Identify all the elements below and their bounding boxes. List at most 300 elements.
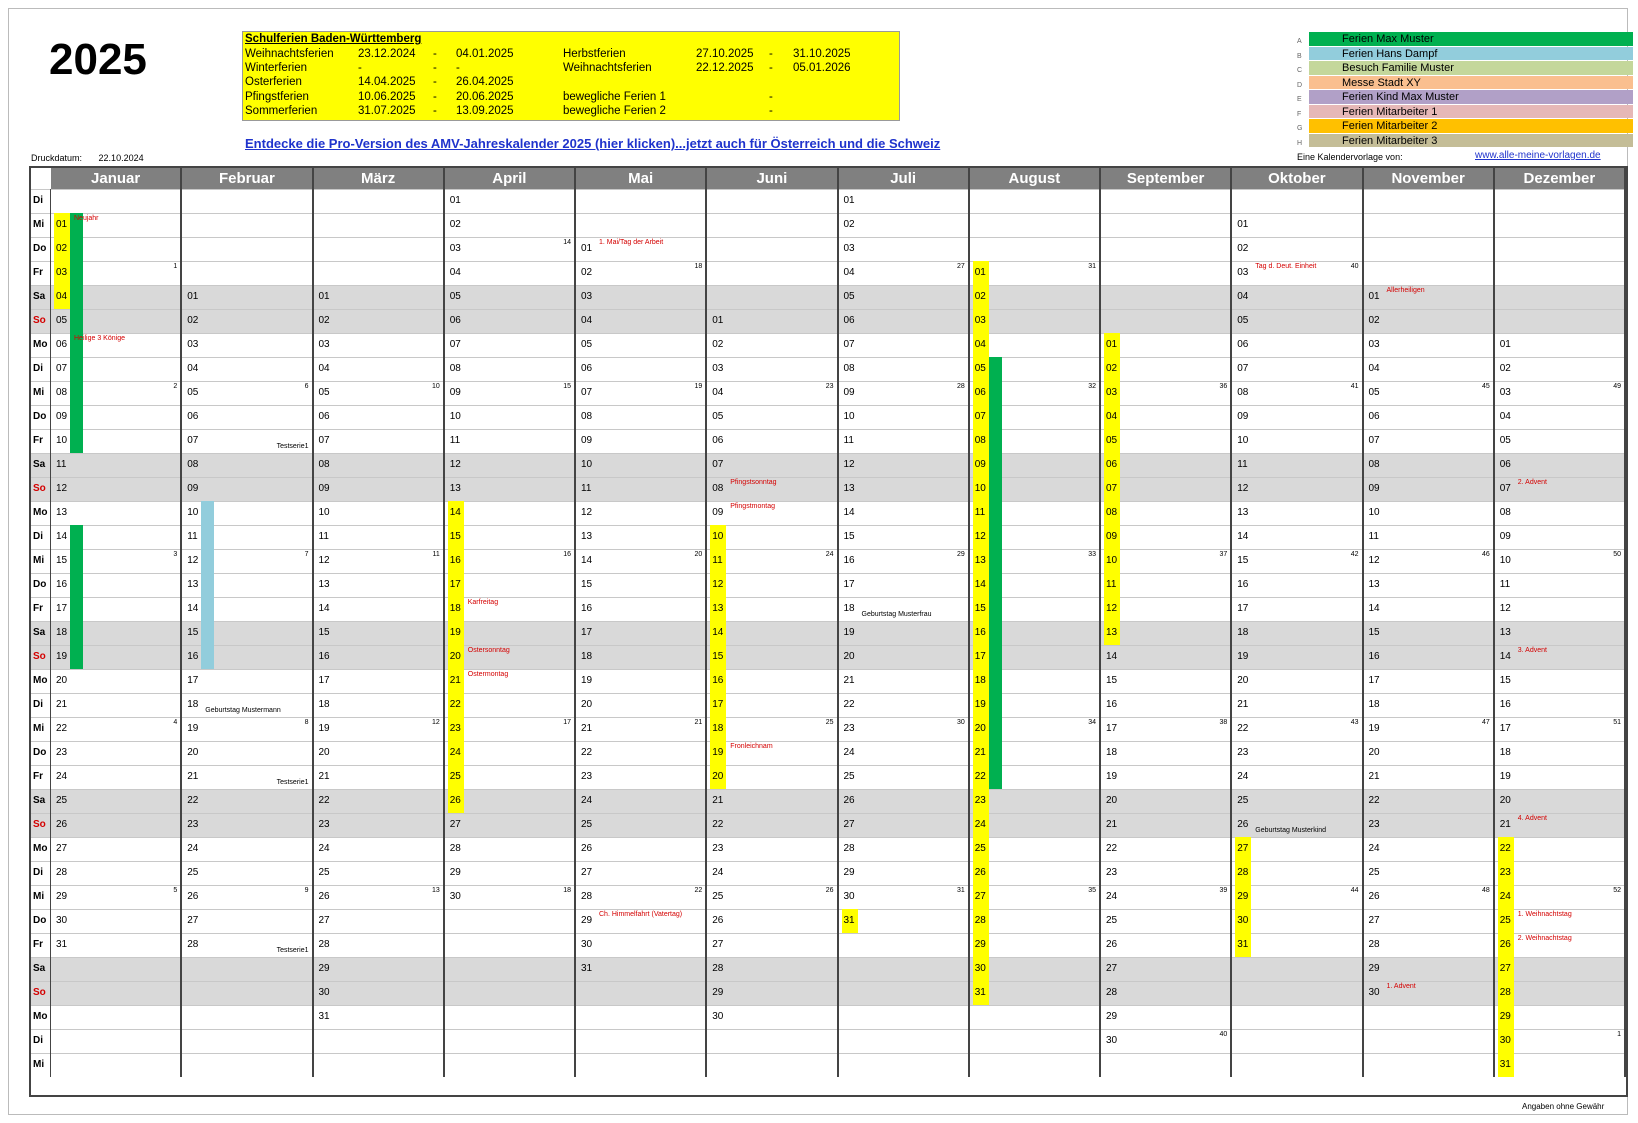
day-cell[interactable] — [445, 573, 574, 597]
day-cell[interactable] — [839, 453, 968, 477]
day-cell[interactable] — [1364, 621, 1493, 645]
day-cell[interactable] — [1101, 645, 1230, 669]
day-cell[interactable] — [1101, 693, 1230, 717]
day-cell[interactable] — [445, 237, 574, 261]
day-cell[interactable] — [576, 285, 705, 309]
day-cell[interactable] — [182, 645, 311, 669]
day-cell[interactable] — [51, 909, 180, 933]
day-cell[interactable] — [576, 429, 705, 453]
day-cell[interactable] — [1232, 765, 1361, 789]
day-cell[interactable] — [1232, 357, 1361, 381]
day-cell[interactable] — [182, 381, 311, 405]
day-cell[interactable] — [314, 501, 443, 525]
day-cell[interactable] — [1495, 741, 1624, 765]
day-cell[interactable] — [1364, 597, 1493, 621]
day-cell[interactable] — [182, 765, 311, 789]
day-cell[interactable] — [1364, 693, 1493, 717]
day-cell[interactable] — [1495, 717, 1624, 741]
day-cell[interactable] — [1364, 885, 1493, 909]
day-cell[interactable] — [970, 381, 1099, 405]
day-cell[interactable] — [182, 741, 311, 765]
day-cell[interactable] — [839, 813, 968, 837]
day-cell[interactable] — [51, 765, 180, 789]
day-cell[interactable] — [445, 189, 574, 213]
day-cell[interactable] — [707, 1005, 836, 1029]
day-cell[interactable] — [576, 573, 705, 597]
day-cell[interactable] — [445, 309, 574, 333]
day-cell[interactable] — [1232, 621, 1361, 645]
day-cell[interactable] — [839, 501, 968, 525]
day-cell[interactable] — [839, 837, 968, 861]
day-cell[interactable] — [970, 405, 1099, 429]
day-cell[interactable] — [970, 861, 1099, 885]
day-cell[interactable] — [576, 909, 705, 933]
day-cell[interactable] — [707, 813, 836, 837]
day-cell[interactable] — [1364, 357, 1493, 381]
day-cell[interactable] — [707, 357, 836, 381]
template-website-link[interactable]: www.alle-meine-vorlagen.de — [1475, 150, 1601, 161]
day-cell[interactable] — [182, 477, 311, 501]
day-cell[interactable] — [314, 525, 443, 549]
day-cell[interactable] — [314, 597, 443, 621]
day-cell[interactable] — [1232, 453, 1361, 477]
day-cell[interactable] — [1232, 885, 1361, 909]
day-cell[interactable] — [445, 453, 574, 477]
day-cell[interactable] — [1364, 933, 1493, 957]
day-cell[interactable] — [707, 381, 836, 405]
day-cell[interactable] — [839, 573, 968, 597]
pro-version-link[interactable]: Entdecke die Pro-Version des AMV-Jahreskalender 2025 (hier klicken)...jetzt auch für Österreich und die Schweiz — [245, 136, 941, 151]
day-cell[interactable] — [314, 645, 443, 669]
day-cell[interactable] — [839, 669, 968, 693]
day-cell[interactable] — [839, 861, 968, 885]
day-cell[interactable] — [970, 333, 1099, 357]
day-cell[interactable] — [1232, 381, 1361, 405]
day-cell[interactable] — [970, 933, 1099, 957]
day-cell[interactable] — [314, 813, 443, 837]
day-cell[interactable] — [576, 597, 705, 621]
day-cell[interactable] — [1495, 837, 1624, 861]
day-cell[interactable] — [839, 309, 968, 333]
day-cell[interactable] — [1101, 621, 1230, 645]
day-cell[interactable] — [51, 885, 180, 909]
day-cell[interactable] — [445, 261, 574, 285]
day-cell[interactable] — [1232, 597, 1361, 621]
day-cell[interactable] — [1495, 813, 1624, 837]
day-cell[interactable] — [576, 477, 705, 501]
day-cell[interactable] — [707, 837, 836, 861]
day-cell[interactable] — [1232, 525, 1361, 549]
day-cell[interactable] — [1101, 837, 1230, 861]
day-cell[interactable] — [1364, 405, 1493, 429]
day-cell[interactable] — [707, 573, 836, 597]
day-cell[interactable] — [51, 501, 180, 525]
day-cell[interactable] — [576, 669, 705, 693]
day-cell[interactable] — [314, 885, 443, 909]
day-cell[interactable] — [1364, 645, 1493, 669]
day-cell[interactable] — [314, 381, 443, 405]
day-cell[interactable] — [1232, 333, 1361, 357]
day-cell[interactable] — [182, 789, 311, 813]
day-cell[interactable] — [445, 477, 574, 501]
day-cell[interactable] — [576, 933, 705, 957]
day-cell[interactable] — [839, 237, 968, 261]
day-cell[interactable] — [839, 765, 968, 789]
day-cell[interactable] — [839, 285, 968, 309]
day-cell[interactable] — [1232, 573, 1361, 597]
day-cell[interactable] — [1364, 669, 1493, 693]
day-cell[interactable] — [1364, 453, 1493, 477]
day-cell[interactable] — [445, 429, 574, 453]
day-cell[interactable] — [314, 285, 443, 309]
day-cell[interactable] — [1495, 501, 1624, 525]
day-cell[interactable] — [1101, 957, 1230, 981]
day-cell[interactable] — [839, 741, 968, 765]
day-cell[interactable] — [839, 525, 968, 549]
day-cell[interactable] — [970, 741, 1099, 765]
day-cell[interactable] — [445, 885, 574, 909]
day-cell[interactable] — [707, 501, 836, 525]
day-cell[interactable] — [445, 645, 574, 669]
day-cell[interactable] — [314, 933, 443, 957]
day-cell[interactable] — [839, 717, 968, 741]
day-cell[interactable] — [445, 525, 574, 549]
day-cell[interactable] — [51, 381, 180, 405]
day-cell[interactable] — [1495, 333, 1624, 357]
day-cell[interactable] — [1101, 1029, 1230, 1053]
day-cell[interactable] — [1495, 573, 1624, 597]
day-cell[interactable] — [314, 357, 443, 381]
day-cell[interactable] — [1495, 693, 1624, 717]
day-cell[interactable] — [51, 261, 180, 285]
day-cell[interactable] — [707, 981, 836, 1005]
day-cell[interactable] — [576, 645, 705, 669]
day-cell[interactable] — [314, 333, 443, 357]
day-cell[interactable] — [576, 957, 705, 981]
day-cell[interactable] — [445, 717, 574, 741]
day-cell[interactable] — [445, 213, 574, 237]
day-cell[interactable] — [182, 549, 311, 573]
day-cell[interactable] — [314, 861, 443, 885]
day-cell[interactable] — [182, 621, 311, 645]
day-cell[interactable] — [1232, 837, 1361, 861]
day-cell[interactable] — [707, 669, 836, 693]
day-cell[interactable] — [970, 597, 1099, 621]
day-cell[interactable] — [1232, 933, 1361, 957]
day-cell[interactable] — [1232, 213, 1361, 237]
day-cell[interactable] — [1101, 861, 1230, 885]
day-cell[interactable] — [1101, 933, 1230, 957]
day-cell[interactable] — [1364, 741, 1493, 765]
day-cell[interactable] — [1495, 669, 1624, 693]
day-cell[interactable] — [1232, 645, 1361, 669]
day-cell[interactable] — [1495, 789, 1624, 813]
day-cell[interactable] — [182, 933, 311, 957]
day-cell[interactable] — [970, 453, 1099, 477]
day-cell[interactable] — [445, 765, 574, 789]
day-cell[interactable] — [970, 909, 1099, 933]
day-cell[interactable] — [445, 333, 574, 357]
day-cell[interactable] — [1232, 405, 1361, 429]
day-cell[interactable] — [1364, 285, 1493, 309]
day-cell[interactable] — [314, 453, 443, 477]
day-cell[interactable] — [445, 381, 574, 405]
day-cell[interactable] — [1101, 669, 1230, 693]
day-cell[interactable] — [1495, 981, 1624, 1005]
day-cell[interactable] — [970, 813, 1099, 837]
day-cell[interactable] — [1101, 525, 1230, 549]
day-cell[interactable] — [970, 981, 1099, 1005]
day-cell[interactable] — [1101, 813, 1230, 837]
day-cell[interactable] — [51, 573, 180, 597]
day-cell[interactable] — [970, 717, 1099, 741]
day-cell[interactable] — [576, 357, 705, 381]
day-cell[interactable] — [839, 333, 968, 357]
day-cell[interactable] — [839, 885, 968, 909]
day-cell[interactable] — [576, 861, 705, 885]
day-cell[interactable] — [839, 549, 968, 573]
day-cell[interactable] — [707, 645, 836, 669]
day-cell[interactable] — [707, 789, 836, 813]
day-cell[interactable] — [51, 213, 180, 237]
day-cell[interactable] — [1101, 909, 1230, 933]
day-cell[interactable] — [839, 645, 968, 669]
day-cell[interactable] — [1101, 573, 1230, 597]
day-cell[interactable] — [51, 453, 180, 477]
day-cell[interactable] — [1495, 1029, 1624, 1053]
day-cell[interactable] — [314, 957, 443, 981]
day-cell[interactable] — [839, 405, 968, 429]
day-cell[interactable] — [970, 669, 1099, 693]
day-cell[interactable] — [576, 309, 705, 333]
day-cell[interactable] — [839, 213, 968, 237]
day-cell[interactable] — [1232, 549, 1361, 573]
day-cell[interactable] — [445, 405, 574, 429]
day-cell[interactable] — [707, 909, 836, 933]
day-cell[interactable] — [970, 477, 1099, 501]
day-cell[interactable] — [1232, 813, 1361, 837]
day-cell[interactable] — [576, 453, 705, 477]
day-cell[interactable] — [445, 501, 574, 525]
day-cell[interactable] — [1232, 501, 1361, 525]
day-cell[interactable] — [1232, 909, 1361, 933]
day-cell[interactable] — [314, 1005, 443, 1029]
day-cell[interactable] — [1495, 477, 1624, 501]
day-cell[interactable] — [182, 525, 311, 549]
day-cell[interactable] — [314, 309, 443, 333]
day-cell[interactable] — [1364, 789, 1493, 813]
day-cell[interactable] — [707, 933, 836, 957]
day-cell[interactable] — [1495, 1005, 1624, 1029]
day-cell[interactable] — [1101, 381, 1230, 405]
day-cell[interactable] — [182, 333, 311, 357]
day-cell[interactable] — [970, 573, 1099, 597]
day-cell[interactable] — [576, 837, 705, 861]
day-cell[interactable] — [576, 333, 705, 357]
day-cell[interactable] — [51, 405, 180, 429]
day-cell[interactable] — [1495, 405, 1624, 429]
day-cell[interactable] — [707, 549, 836, 573]
day-cell[interactable] — [51, 933, 180, 957]
day-cell[interactable] — [576, 237, 705, 261]
day-cell[interactable] — [839, 909, 968, 933]
day-cell[interactable] — [576, 789, 705, 813]
day-cell[interactable] — [182, 813, 311, 837]
day-cell[interactable] — [445, 813, 574, 837]
day-cell[interactable] — [1232, 789, 1361, 813]
day-cell[interactable] — [1232, 669, 1361, 693]
day-cell[interactable] — [576, 813, 705, 837]
day-cell[interactable] — [445, 693, 574, 717]
day-cell[interactable] — [707, 765, 836, 789]
day-cell[interactable] — [1101, 357, 1230, 381]
day-cell[interactable] — [707, 861, 836, 885]
day-cell[interactable] — [314, 693, 443, 717]
day-cell[interactable] — [182, 309, 311, 333]
day-cell[interactable] — [445, 285, 574, 309]
day-cell[interactable] — [1364, 957, 1493, 981]
day-cell[interactable] — [970, 261, 1099, 285]
day-cell[interactable] — [314, 477, 443, 501]
day-cell[interactable] — [576, 741, 705, 765]
day-cell[interactable] — [576, 405, 705, 429]
day-cell[interactable] — [182, 453, 311, 477]
day-cell[interactable] — [576, 525, 705, 549]
day-cell[interactable] — [1101, 429, 1230, 453]
day-cell[interactable] — [576, 501, 705, 525]
day-cell[interactable] — [445, 741, 574, 765]
day-cell[interactable] — [707, 309, 836, 333]
day-cell[interactable] — [182, 885, 311, 909]
day-cell[interactable] — [51, 717, 180, 741]
day-cell[interactable] — [1495, 1053, 1624, 1077]
day-cell[interactable] — [1495, 381, 1624, 405]
day-cell[interactable] — [1101, 789, 1230, 813]
day-cell[interactable] — [1101, 549, 1230, 573]
day-cell[interactable] — [1232, 309, 1361, 333]
day-cell[interactable] — [1364, 429, 1493, 453]
day-cell[interactable] — [51, 861, 180, 885]
day-cell[interactable] — [576, 693, 705, 717]
day-cell[interactable] — [1495, 645, 1624, 669]
day-cell[interactable] — [1101, 885, 1230, 909]
day-cell[interactable] — [1364, 765, 1493, 789]
day-cell[interactable] — [51, 621, 180, 645]
day-cell[interactable] — [707, 429, 836, 453]
day-cell[interactable] — [970, 309, 1099, 333]
day-cell[interactable] — [51, 285, 180, 309]
day-cell[interactable] — [445, 357, 574, 381]
day-cell[interactable] — [576, 381, 705, 405]
day-cell[interactable] — [1101, 501, 1230, 525]
day-cell[interactable] — [1232, 429, 1361, 453]
day-cell[interactable] — [1364, 333, 1493, 357]
day-cell[interactable] — [707, 693, 836, 717]
day-cell[interactable] — [1364, 477, 1493, 501]
day-cell[interactable] — [182, 357, 311, 381]
day-cell[interactable] — [970, 837, 1099, 861]
day-cell[interactable] — [314, 765, 443, 789]
day-cell[interactable] — [314, 405, 443, 429]
day-cell[interactable] — [314, 621, 443, 645]
day-cell[interactable] — [1364, 717, 1493, 741]
day-cell[interactable] — [182, 501, 311, 525]
day-cell[interactable] — [576, 261, 705, 285]
day-cell[interactable] — [1495, 621, 1624, 645]
day-cell[interactable] — [1232, 285, 1361, 309]
day-cell[interactable] — [1364, 981, 1493, 1005]
day-cell[interactable] — [51, 837, 180, 861]
day-cell[interactable] — [51, 333, 180, 357]
day-cell[interactable] — [970, 765, 1099, 789]
day-cell[interactable] — [970, 549, 1099, 573]
day-cell[interactable] — [1364, 573, 1493, 597]
day-cell[interactable] — [839, 429, 968, 453]
day-cell[interactable] — [1364, 309, 1493, 333]
day-cell[interactable] — [314, 669, 443, 693]
day-cell[interactable] — [51, 813, 180, 837]
day-cell[interactable] — [314, 741, 443, 765]
day-cell[interactable] — [970, 525, 1099, 549]
day-cell[interactable] — [839, 189, 968, 213]
day-cell[interactable] — [1495, 765, 1624, 789]
day-cell[interactable] — [1364, 837, 1493, 861]
day-cell[interactable] — [314, 429, 443, 453]
day-cell[interactable] — [51, 549, 180, 573]
day-cell[interactable] — [445, 837, 574, 861]
day-cell[interactable] — [1495, 957, 1624, 981]
day-cell[interactable] — [182, 573, 311, 597]
day-cell[interactable] — [839, 597, 968, 621]
day-cell[interactable] — [1232, 861, 1361, 885]
day-cell[interactable] — [314, 909, 443, 933]
day-cell[interactable] — [1364, 549, 1493, 573]
day-cell[interactable] — [970, 621, 1099, 645]
day-cell[interactable] — [182, 429, 311, 453]
day-cell[interactable] — [1101, 477, 1230, 501]
day-cell[interactable] — [182, 669, 311, 693]
day-cell[interactable] — [970, 645, 1099, 669]
day-cell[interactable] — [839, 357, 968, 381]
day-cell[interactable] — [445, 861, 574, 885]
day-cell[interactable] — [1232, 477, 1361, 501]
day-cell[interactable] — [707, 957, 836, 981]
day-cell[interactable] — [51, 357, 180, 381]
day-cell[interactable] — [182, 909, 311, 933]
day-cell[interactable] — [707, 621, 836, 645]
day-cell[interactable] — [182, 717, 311, 741]
day-cell[interactable] — [707, 597, 836, 621]
day-cell[interactable] — [576, 549, 705, 573]
day-cell[interactable] — [1101, 597, 1230, 621]
day-cell[interactable] — [1495, 549, 1624, 573]
day-cell[interactable] — [445, 549, 574, 573]
day-cell[interactable] — [839, 381, 968, 405]
day-cell[interactable] — [1101, 453, 1230, 477]
day-cell[interactable] — [1232, 717, 1361, 741]
day-cell[interactable] — [1364, 525, 1493, 549]
day-cell[interactable] — [707, 885, 836, 909]
day-cell[interactable] — [970, 693, 1099, 717]
day-cell[interactable] — [182, 597, 311, 621]
day-cell[interactable] — [707, 741, 836, 765]
day-cell[interactable] — [182, 861, 311, 885]
day-cell[interactable] — [970, 429, 1099, 453]
day-cell[interactable] — [1495, 525, 1624, 549]
day-cell[interactable] — [1495, 597, 1624, 621]
day-cell[interactable] — [51, 669, 180, 693]
day-cell[interactable] — [1364, 909, 1493, 933]
